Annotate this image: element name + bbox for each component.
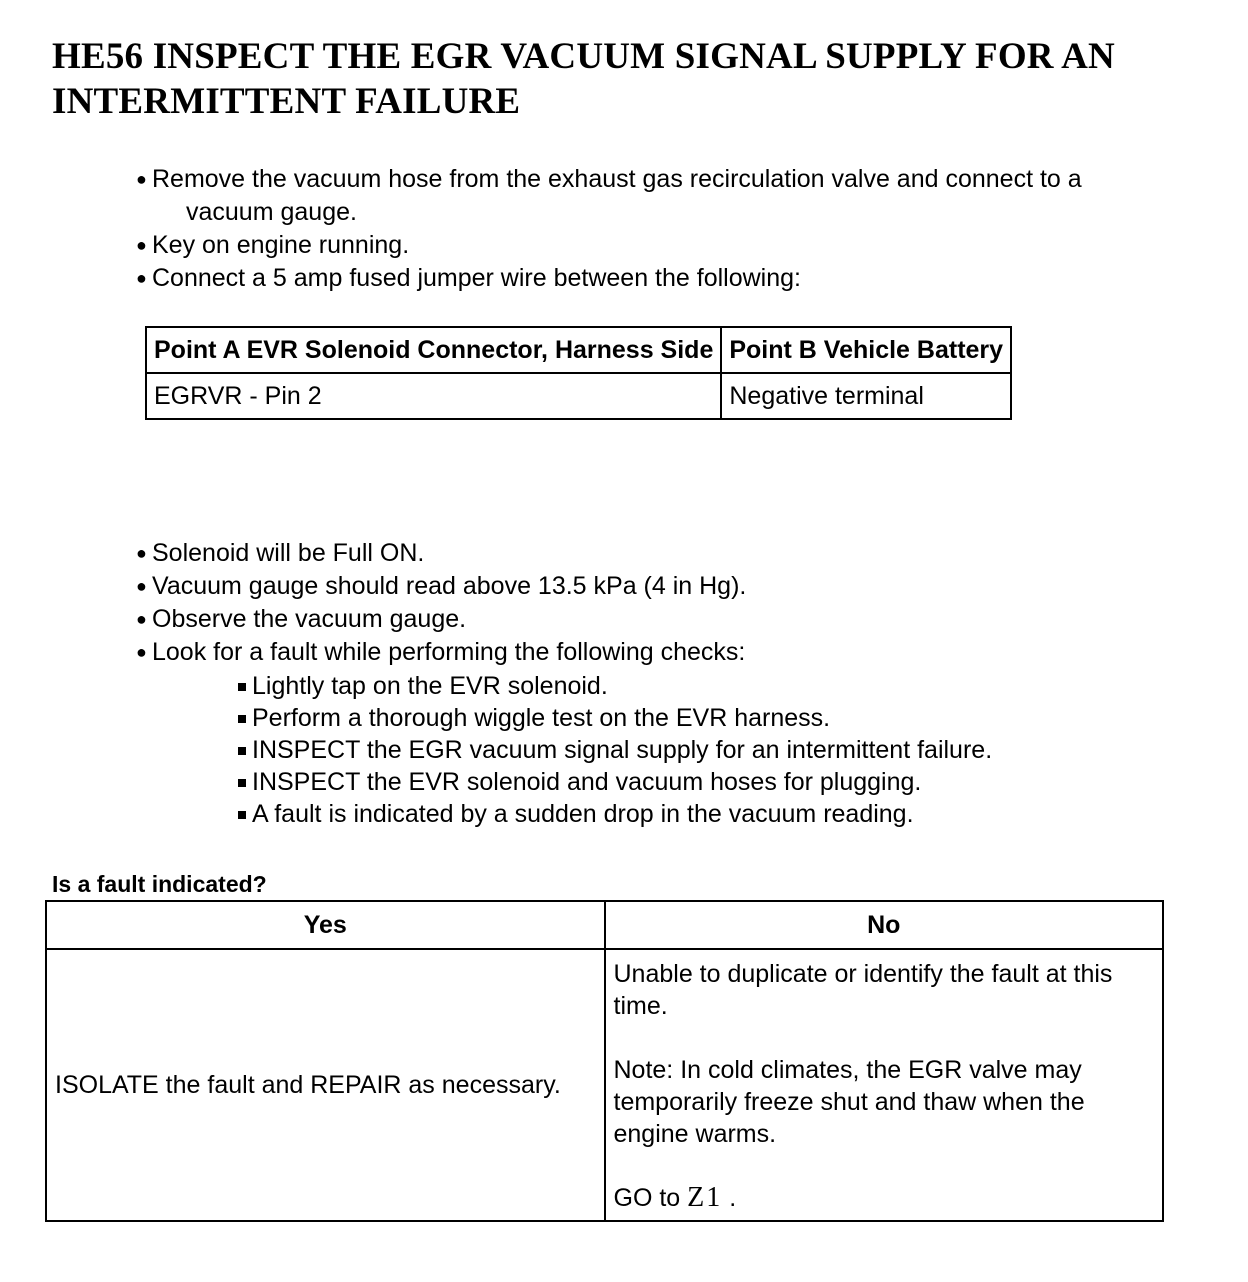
bullet-icon: ● xyxy=(136,169,147,189)
question-label: Is a fault indicated? xyxy=(52,871,267,897)
goto-suffix: . xyxy=(722,1184,737,1212)
test-steps-list xyxy=(136,537,1212,669)
no-cell xyxy=(605,949,1164,1221)
step-text: Observe the vacuum gauge. xyxy=(152,605,467,633)
checks-list xyxy=(252,670,1212,830)
list-item xyxy=(136,537,1212,570)
connection-table xyxy=(145,326,1012,420)
table-header-row xyxy=(46,901,1163,949)
check-text: Lightly tap on the EVR solenoid. xyxy=(252,672,608,700)
list-item xyxy=(252,702,1212,734)
bullet-icon: ● xyxy=(136,642,147,662)
list-item xyxy=(252,798,1212,830)
list-item xyxy=(252,670,1212,702)
header-point-a: Point A EVR Solenoid Connector, Harness Side xyxy=(146,327,721,373)
no-text: Unable to duplicate or identify the fault at this time. xyxy=(613,960,1113,1020)
square-bullet-icon xyxy=(238,811,246,819)
list-item xyxy=(136,603,1212,636)
bullet-icon: ● xyxy=(136,543,147,563)
no-header: No xyxy=(605,901,1164,949)
table-row xyxy=(146,373,1011,419)
check-text: INSPECT the EGR vacuum signal supply for an intermittent failure. xyxy=(252,736,993,764)
step-text: Solenoid will be Full ON. xyxy=(152,539,425,567)
step-text-continuation: vacuum gauge. xyxy=(186,198,357,226)
bullet-icon: ● xyxy=(136,576,147,596)
list-item xyxy=(136,229,1212,262)
step-text: Look for a fault while performing the following checks: xyxy=(152,638,746,666)
square-bullet-icon xyxy=(238,715,246,723)
step-text: Connect a 5 amp fused jumper wire between the following: xyxy=(152,264,801,292)
answer-table xyxy=(45,900,1164,1222)
goto-z1-link[interactable]: Z1 xyxy=(687,1182,723,1213)
goto-instruction xyxy=(614,1182,1155,1214)
page-title: HE56 INSPECT THE EGR VACUUM SIGNAL SUPPLY FOR AN INTERMITTENT FAILURE xyxy=(52,36,1115,122)
yes-header: Yes xyxy=(46,901,605,949)
step-text: Remove the vacuum hose from the exhaust gas recirculation valve and connect to a xyxy=(152,165,1082,193)
table-row xyxy=(46,949,1163,1221)
yes-cell: ISOLATE the fault and REPAIR as necessary. xyxy=(46,949,605,1221)
step-text: Vacuum gauge should read above 13.5 kPa (4 in Hg). xyxy=(152,572,747,600)
goto-prefix: GO to xyxy=(613,1184,688,1212)
list-item xyxy=(136,570,1212,603)
bullet-icon: ● xyxy=(136,268,147,288)
check-text: INSPECT the EVR solenoid and vacuum hoses for plugging. xyxy=(252,768,922,796)
list-item xyxy=(252,734,1212,766)
cold-climate-note: Note: In cold climates, the EGR valve may temporarily freeze shut and thaw when the engine warms. xyxy=(613,1056,1085,1148)
square-bullet-icon xyxy=(238,683,246,691)
header-point-b: Point B Vehicle Battery xyxy=(721,327,1011,373)
table-header-row xyxy=(146,327,1011,373)
cell-point-a: EGRVR - Pin 2 xyxy=(146,373,721,419)
cell-point-b: Negative terminal xyxy=(721,373,1011,419)
list-item xyxy=(252,766,1212,798)
list-item xyxy=(136,636,1212,669)
bullet-icon: ● xyxy=(136,235,147,255)
square-bullet-icon xyxy=(238,779,246,787)
step-text: Key on engine running. xyxy=(152,231,410,259)
check-text: A fault is indicated by a sudden drop in the vacuum reading. xyxy=(252,800,914,828)
list-item xyxy=(136,262,1212,295)
setup-steps-list xyxy=(136,163,1212,295)
bullet-icon: ● xyxy=(136,609,147,629)
list-item xyxy=(136,163,1212,229)
square-bullet-icon xyxy=(238,747,246,755)
check-text: Perform a thorough wiggle test on the EVR harness. xyxy=(252,704,831,732)
